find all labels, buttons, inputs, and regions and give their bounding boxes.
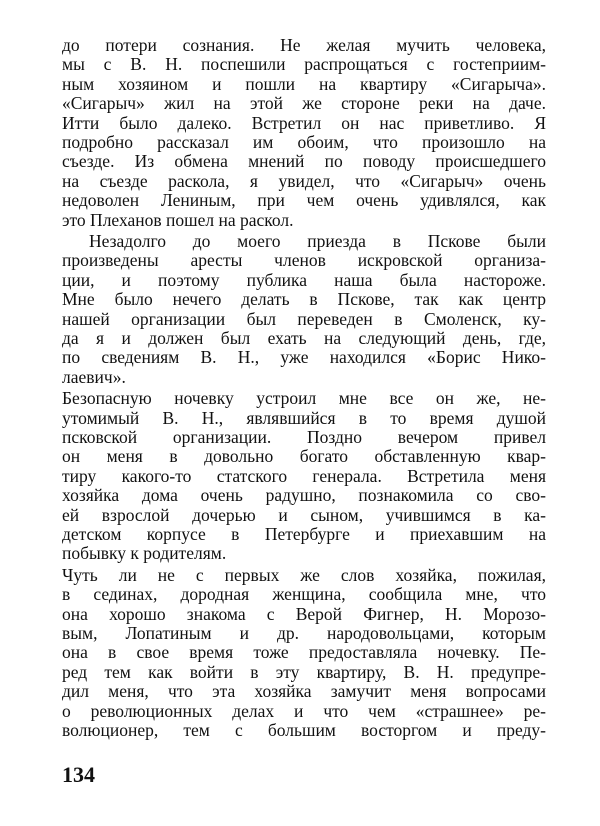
text-line: это Плеханов пошел на раскол. bbox=[62, 209, 294, 230]
text-line: Чуть ли не с первых же слов хозяйка, пожилая, bbox=[62, 564, 546, 585]
text-line: ей взрослой дочерью и сыном, учившимся в ка- bbox=[62, 504, 546, 525]
text-line: мы с В. Н. поспешили распрощаться с гостеприим- bbox=[62, 54, 546, 75]
text-line: она хорошо знакома с Верой Фигнер, Н. Морозо- bbox=[62, 603, 546, 624]
text-line: Мне было нечего делать в Пскове, так как центр bbox=[62, 289, 546, 310]
text-line: детском корпусе в Петербурге и приехавшим на bbox=[62, 524, 546, 544]
text-line: ным хозяином и пошли на квартиру «Сигарыча». bbox=[62, 73, 546, 94]
text-line: «Сигарыч» жил на этой же стороне реки на даче. bbox=[62, 93, 546, 114]
text-line: псковской организации. Поздно вечером привел bbox=[62, 427, 546, 447]
text-line: недоволен Лениным, при чем очень удивлялся, как bbox=[62, 190, 546, 211]
text-line: вым, Лопатиным и др. народовольцами, которым bbox=[62, 623, 546, 643]
text-line: по сведениям В. Н., уже находился «Борис Нико- bbox=[62, 347, 546, 368]
text-line: да я и должен был ехать на следующий день, где, bbox=[62, 328, 546, 348]
text-line: лаевич». bbox=[62, 366, 126, 387]
text-line: на съезде раскола, я увидел, что «Сигарыч» очень bbox=[62, 170, 546, 191]
text-line: Безопасную ночевку устроил мне все он же, не- bbox=[62, 388, 546, 409]
text-line: утомимый В. Н., являвшийся в то время душой bbox=[62, 407, 546, 428]
text-line: произведены аресты членов искровской организа- bbox=[62, 250, 546, 271]
text-line: подробно рассказал им обоим, что произошло на bbox=[62, 132, 546, 152]
page-number: 134 bbox=[62, 762, 95, 787]
text-line: Незадолго до моего приезда в Пскове были bbox=[89, 231, 546, 251]
text-line: Итти было далеко. Встретил он нас приветливо. Я bbox=[62, 112, 546, 133]
text-line: побывку к родителям. bbox=[62, 543, 227, 564]
text-line: нашей организации был переведен в Смоленск, ку- bbox=[62, 308, 546, 329]
text-line: ред тем как войти в эту квартиру, В. Н. предупре- bbox=[62, 661, 546, 682]
text-line: волюционер, тем с большим восторгом и преду- bbox=[62, 720, 546, 740]
text-line: он меня в довольно богато обставленную квар- bbox=[62, 446, 546, 467]
text-line: ции, и поэтому публика наша была настороже. bbox=[62, 269, 546, 290]
text-line: хозяйка дома очень радушно, познакомила со сво- bbox=[62, 485, 546, 506]
text-line: в сединах, дородная женщина, сообщила мне, что bbox=[62, 584, 546, 605]
text-line: дил меня, что эта хозяйка замучит меня вопросами bbox=[62, 681, 546, 702]
text-line: съезде. Из обмена мнений по поводу происшедшего bbox=[62, 151, 546, 172]
text-line: до потери сознания. Не желая мучить человека, bbox=[62, 35, 546, 55]
text-line: тиру какого-то статского генерала. Встретила меня bbox=[62, 465, 546, 486]
text-line: она в свое время тоже предоставляла ночевку. Пе- bbox=[62, 642, 546, 663]
text-line: о революционных делах и что чем «страшнее» ре- bbox=[62, 700, 546, 721]
